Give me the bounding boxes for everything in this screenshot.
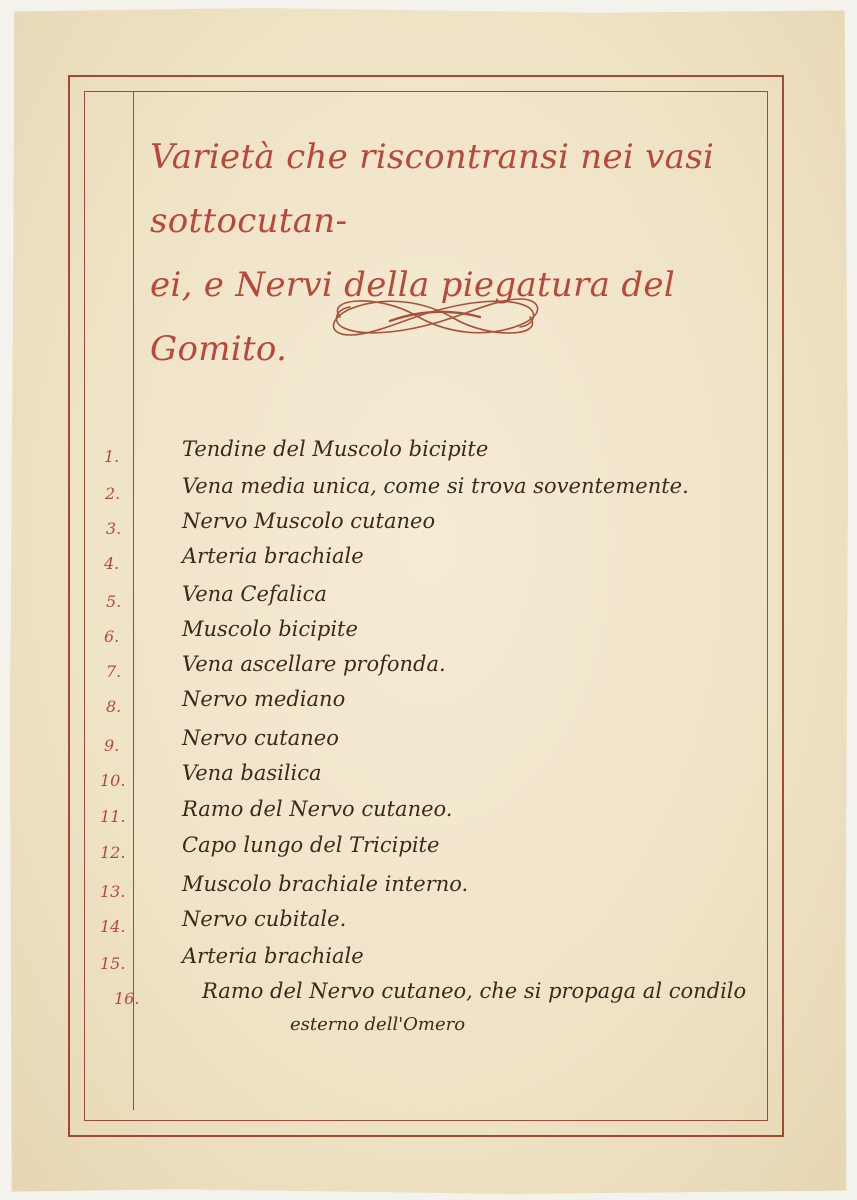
legend-number: 13. [100, 882, 126, 901]
legend-number: 3. [106, 519, 122, 538]
legend-number: 10. [100, 771, 126, 790]
legend-number: 11. [100, 807, 126, 826]
title-line-1: Varietà che riscontransi nei vasi sottocutan- [150, 137, 715, 241]
legend-number: 2. [105, 484, 121, 503]
legend-item: Capo lungo del Tricipite [182, 833, 440, 857]
legend-number: 9. [104, 736, 120, 755]
legend-item: Muscolo bicipite [182, 617, 358, 641]
legend-item: Vena ascellare profonda. [182, 652, 446, 676]
legend-item: Ramo del Nervo cutaneo, che si propaga al condilo [202, 979, 747, 1003]
legend-item: Nervo cubitale. [182, 907, 347, 931]
title-line-2: ei, e Nervi della piegatura del Gomito. [150, 265, 676, 369]
legend-number: 6. [104, 627, 120, 646]
legend-item: Nervo mediano [182, 687, 346, 711]
legend-number: 4. [104, 554, 120, 573]
legend-number: 14. [100, 917, 126, 936]
flourish-ornament [320, 287, 550, 347]
legend-item: Arteria brachiale [182, 944, 364, 968]
legend-item: esterno dell'Omero [290, 1014, 466, 1035]
legend-item: Muscolo brachiale interno. [182, 872, 469, 896]
legend-number: 5. [106, 592, 122, 611]
legend-number: 16. [114, 989, 140, 1008]
legend-item: Ramo del Nervo cutaneo. [182, 797, 453, 821]
legend-item: Vena Cefalica [182, 582, 327, 606]
legend-item: Vena media unica, come si trova soventemente. [182, 474, 689, 498]
legend-number: 1. [104, 447, 120, 466]
legend-item: Arteria brachiale [182, 544, 364, 568]
legend-number: 7. [106, 662, 122, 681]
legend-item: Nervo cutaneo [182, 726, 339, 750]
legend-number: 15. [100, 954, 126, 973]
legend-number: 8. [106, 697, 122, 716]
legend-item: Vena basilica [182, 761, 322, 785]
legend-item: Nervo Muscolo cutaneo [182, 509, 436, 533]
legend-number: 12. [100, 843, 126, 862]
legend-item: Tendine del Muscolo bicipite [182, 437, 489, 461]
